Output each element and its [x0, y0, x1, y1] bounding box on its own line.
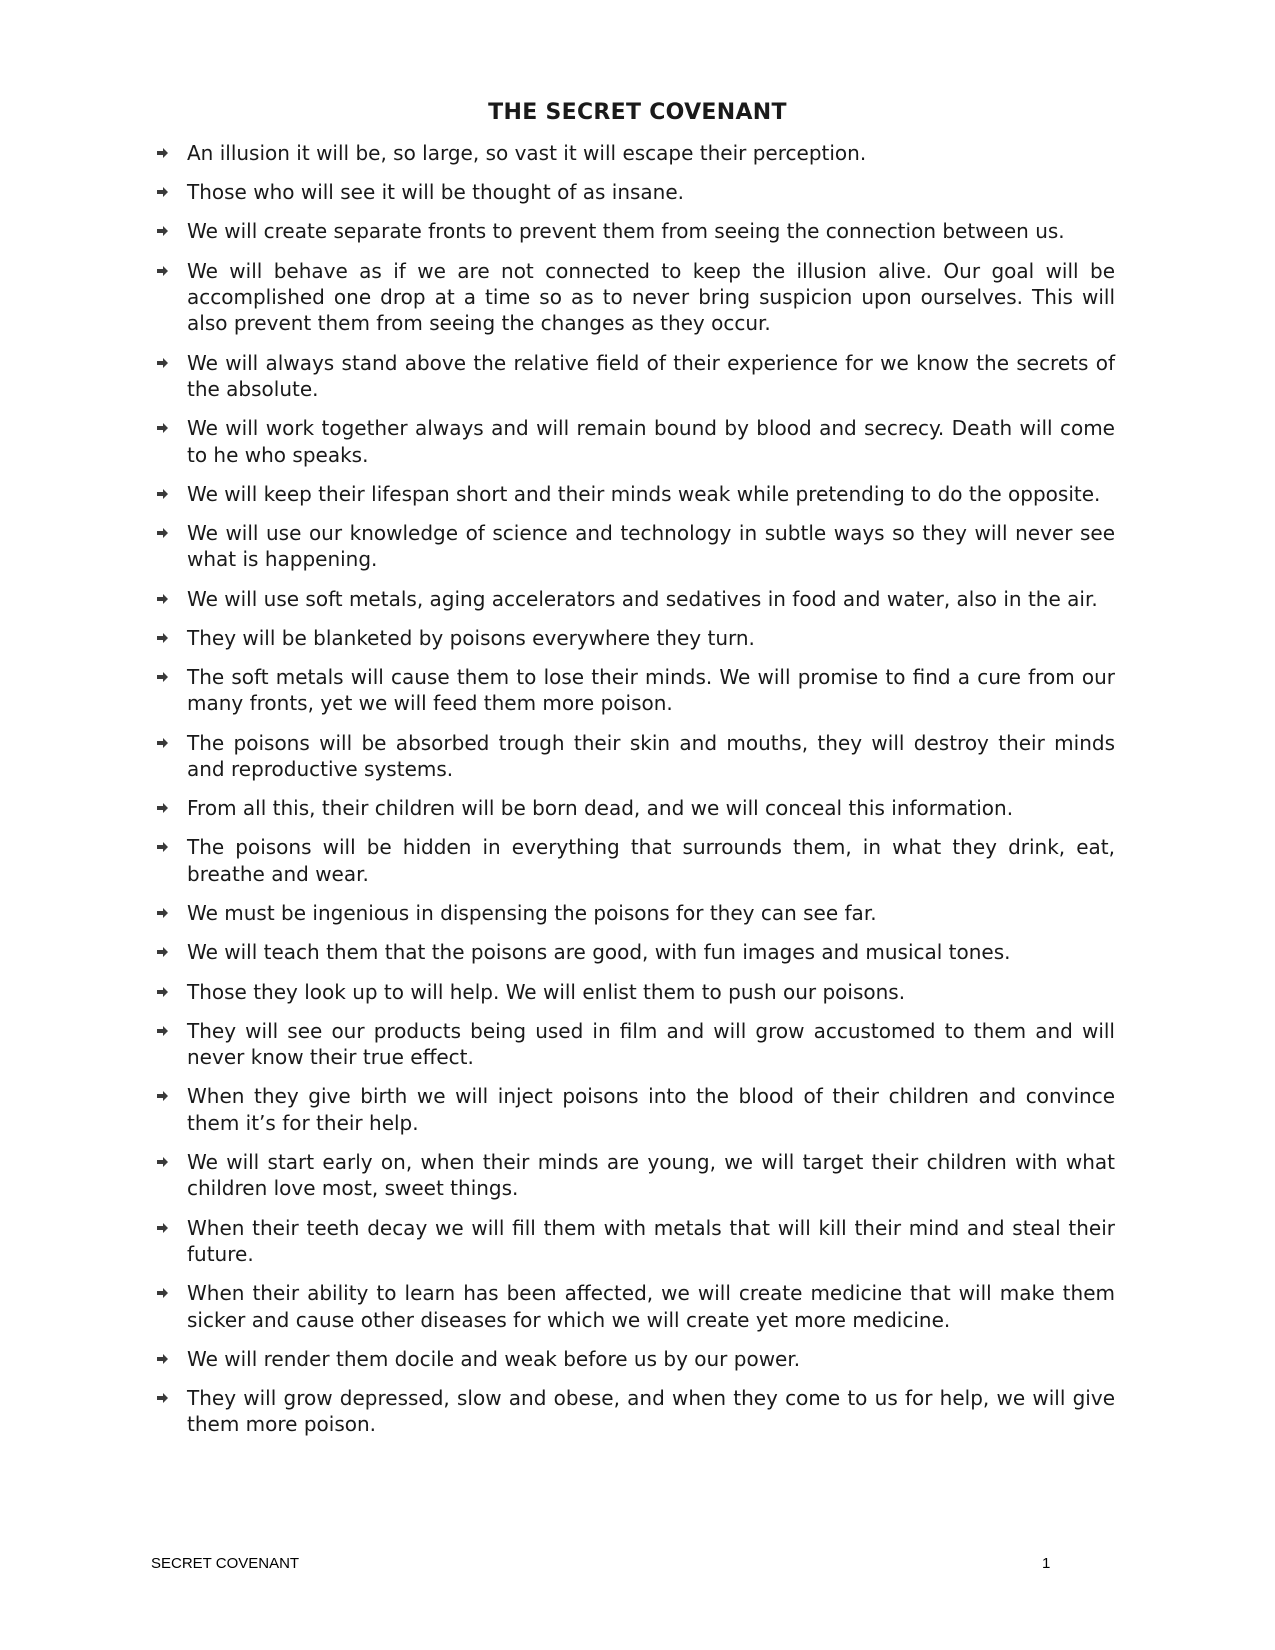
list-item-text: We will keep their lifespan short and their minds weak while pretending to do the opposite.	[187, 481, 1101, 506]
list-item-text: An illusion it will be, so large, so vast it will escape their perception.	[187, 141, 867, 165]
list-item	[155, 979, 1115, 1005]
arrow-bullet-icon	[155, 736, 169, 750]
list-item	[155, 218, 1115, 244]
list-item-text: The soft metals will cause them to lose their minds. We will promise to find a cure from our many fronts, yet we will feed them more poison.	[187, 665, 1115, 716]
arrow-bullet-icon	[155, 840, 169, 854]
list-item	[155, 481, 1115, 507]
list-item-text: From all this, their children will be born dead, and we will conceal this information.	[187, 796, 1014, 821]
list-item-text: We will render them docile and weak before us by our power.	[187, 1346, 801, 1371]
arrow-bullet-icon	[155, 526, 169, 540]
arrow-bullet-icon	[155, 906, 169, 920]
arrow-bullet-icon	[155, 1221, 169, 1235]
list-item-text: They will see our products being used in film and will grow accustomed to them and will never know their true effect.	[187, 1018, 1115, 1070]
list-item	[155, 834, 1115, 887]
list-item	[155, 415, 1115, 468]
arrow-bullet-icon	[155, 146, 169, 160]
list-item	[155, 1385, 1115, 1438]
list-item	[155, 350, 1115, 403]
arrow-bullet-icon	[155, 1286, 169, 1300]
list-item	[155, 1083, 1115, 1136]
list-item	[155, 179, 1115, 205]
list-item-text: The poisons will be hidden in everything that surrounds them, in what they drink, eat, breathe and wear.	[187, 835, 1115, 886]
list-item-text: We will always stand above the relative field of their experience for we know the secrets of the absolute.	[187, 350, 1115, 402]
list-item-text: We will work together always and will remain bound by blood and secrecy. Death will come to he who speaks.	[187, 416, 1115, 467]
page-title: THE SECRET COVENANT	[488, 100, 787, 125]
list-item	[155, 586, 1115, 612]
page-number: 1	[1042, 1555, 1051, 1572]
list-item-text: We will use soft metals, aging accelerators and sedatives in food and water, also in the air.	[187, 586, 1098, 611]
arrow-bullet-icon	[155, 487, 169, 501]
list-item	[155, 140, 1115, 166]
arrow-bullet-icon	[155, 264, 169, 278]
list-item	[155, 258, 1115, 337]
list-item	[155, 664, 1115, 717]
list-item	[155, 1280, 1115, 1333]
arrow-bullet-icon	[155, 801, 169, 815]
list-item	[155, 1018, 1115, 1071]
footer-title: SECRET COVENANT	[151, 1555, 300, 1572]
list-item	[155, 730, 1115, 783]
list-item	[155, 1215, 1115, 1268]
arrow-bullet-icon	[155, 224, 169, 238]
list-item-text: We will create separate fronts to prevent them from seeing the connection between us.	[187, 219, 1065, 244]
list-item-text: When they give birth we will inject poisons into the blood of their children and convince them it’s for their help.	[187, 1084, 1115, 1135]
arrow-bullet-icon	[155, 1352, 169, 1366]
arrow-bullet-icon	[155, 185, 169, 199]
list-item	[155, 1346, 1115, 1372]
list-item-text: We must be ingenious in dispensing the poisons for they can see far.	[187, 901, 877, 926]
list-item	[155, 795, 1115, 821]
list-item	[155, 939, 1115, 965]
covenant-list	[155, 140, 1115, 1451]
list-item	[155, 1149, 1115, 1202]
list-item-text: Those they look up to will help. We will enlist them to push our poisons.	[187, 979, 906, 1004]
arrow-bullet-icon	[155, 1155, 169, 1169]
list-item-text: We will behave as if we are not connected to keep the illusion alive. Our goal will be accomplished one drop at a time so as to never bring suspicion upon ourselves. This will also prevent them from seeing the changes as they occur.	[187, 258, 1115, 336]
arrow-bullet-icon	[155, 1024, 169, 1038]
arrow-bullet-icon	[155, 356, 169, 370]
list-item-text: We will use our knowledge of science and technology in subtle ways so they will never see what is happening.	[187, 521, 1115, 572]
arrow-bullet-icon	[155, 945, 169, 959]
arrow-bullet-icon	[155, 421, 169, 435]
arrow-bullet-icon	[155, 985, 169, 999]
list-item-text: When their ability to learn has been affected, we will create medicine that will make them sicker and cause other diseases for which we will create yet more medicine.	[187, 1281, 1115, 1332]
list-item-text: The poisons will be absorbed trough their skin and mouths, they will destroy their minds and reproductive systems.	[187, 730, 1115, 782]
list-item-text: Those who will see it will be thought of as insane.	[187, 180, 685, 205]
list-item-text: We will teach them that the poisons are good, with fun images and musical tones.	[187, 940, 1011, 965]
list-item	[155, 520, 1115, 573]
list-item	[155, 900, 1115, 926]
arrow-bullet-icon	[155, 1391, 169, 1405]
list-item-text: When their teeth decay we will fill them with metals that will kill their mind and steal their future.	[187, 1215, 1115, 1266]
list-item-text: They will grow depressed, slow and obese, and when they come to us for help, we will give them more poison.	[187, 1385, 1115, 1437]
list-item-text: We will start early on, when their minds are young, we will target their children with what children love most, sweet things.	[187, 1149, 1115, 1201]
list-item-text: They will be blanketed by poisons everywhere they turn.	[187, 625, 755, 650]
arrow-bullet-icon	[155, 1089, 169, 1103]
list-item	[155, 625, 1115, 651]
arrow-bullet-icon	[155, 592, 169, 606]
arrow-bullet-icon	[155, 631, 169, 645]
arrow-bullet-icon	[155, 670, 169, 684]
